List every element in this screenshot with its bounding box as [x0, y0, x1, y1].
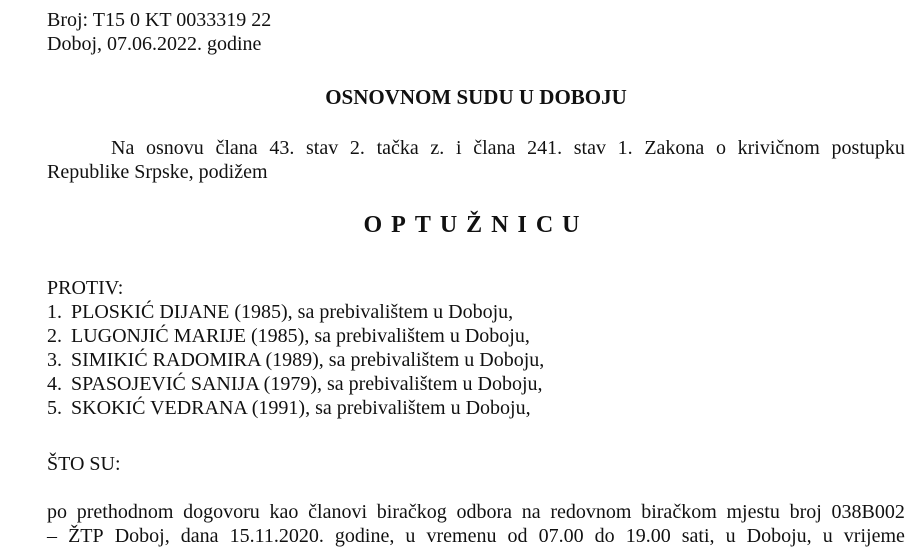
defendant-item: [47, 348, 544, 372]
word: i: [455, 137, 462, 159]
word: –: [47, 525, 57, 547]
word: biračkog: [376, 501, 447, 523]
defendant-item: [47, 372, 543, 396]
word: godine,: [334, 525, 395, 547]
word: broj: [789, 501, 822, 523]
defendant-item: [47, 324, 530, 348]
against-label: PROTIV:: [47, 277, 124, 299]
word: u: [405, 525, 416, 547]
word: člana: [215, 137, 258, 159]
word: redovnom: [550, 501, 632, 523]
word: krivičnom: [737, 137, 820, 159]
place-date: Doboj, 07.06.2022. godine: [47, 33, 262, 55]
word: Na: [111, 137, 135, 159]
addressee-court: OSNOVNOM SUDU U DOBOJU: [325, 85, 627, 109]
word: ŽTP: [68, 525, 104, 547]
word: vremenu: [426, 525, 497, 547]
word: osnovu: [146, 137, 204, 159]
defendant-number: 4.: [47, 373, 62, 395]
word: mjestu: [726, 501, 780, 523]
word: vrijeme: [843, 525, 905, 547]
word: kao: [269, 501, 299, 523]
defendant-text: SKOKIĆ VEDRANA (1991), sa prebivalištem u Doboju,: [71, 397, 531, 419]
word: o: [715, 137, 726, 159]
defendant-item: [47, 396, 531, 420]
defendant-text: PLOSKIĆ DIJANE (1985), sa prebivalištem u Doboju,: [71, 301, 514, 323]
word: 241.: [527, 137, 563, 159]
word: Doboju,: [746, 525, 812, 547]
defendant-number: 3.: [47, 349, 62, 371]
document-title: OPTUŽNICU: [363, 212, 589, 238]
word: na: [521, 501, 541, 523]
charges-line-2-words: [47, 524, 905, 548]
word: 43.: [269, 137, 295, 159]
defendant-item: [47, 300, 513, 324]
word: 19.00: [625, 525, 671, 547]
word: 2.: [349, 137, 365, 159]
word: Doboj,: [114, 525, 170, 547]
word: u: [822, 525, 833, 547]
word: 07.00: [538, 525, 584, 547]
intro-line-2: Republike Srpske, podižem: [47, 161, 268, 183]
word: Zakona: [644, 137, 705, 159]
case-number: Broj: T15 0 KT 0033319 22: [47, 9, 272, 31]
word: dogovoru: [183, 501, 260, 523]
word: do: [594, 525, 615, 547]
word: 038B002: [831, 501, 905, 523]
defendant-number: 5.: [47, 397, 62, 419]
word: po: [47, 501, 67, 523]
charges-line-1-words: [47, 500, 905, 524]
word: članovi: [308, 501, 368, 523]
word: 15.11.2020.: [229, 525, 324, 547]
word: postupku: [831, 137, 905, 159]
word: 1.: [617, 137, 633, 159]
word: od: [507, 525, 528, 547]
word: stav: [306, 137, 339, 159]
word: tačka: [376, 137, 419, 159]
charges-line-1: [47, 500, 905, 524]
word: prethodnom: [76, 501, 174, 523]
defendant-text: SIMIKIĆ RADOMIRA (1989), sa prebivalištem u Doboju,: [71, 349, 545, 371]
word: u: [725, 525, 736, 547]
charges-line-2: [47, 524, 905, 548]
defendant-text: LUGONJIĆ MARIJE (1985), sa prebivalištem u Doboju,: [71, 325, 530, 347]
word: člana: [473, 137, 516, 159]
intro-line-1-words: [47, 136, 905, 160]
word: stav: [573, 137, 606, 159]
charges-label: ŠTO SU:: [47, 453, 121, 475]
word: dana: [180, 525, 219, 547]
defendant-number: 1.: [47, 301, 62, 323]
intro-line-1: [47, 136, 905, 160]
defendant-number: 2.: [47, 325, 62, 347]
word: sati,: [681, 525, 715, 547]
word: biračkom: [641, 501, 717, 523]
word: odbora: [456, 501, 513, 523]
word: z.: [430, 137, 445, 159]
defendant-text: SPASOJEVIĆ SANIJA (1979), sa prebivalištem u Doboju,: [71, 373, 543, 395]
